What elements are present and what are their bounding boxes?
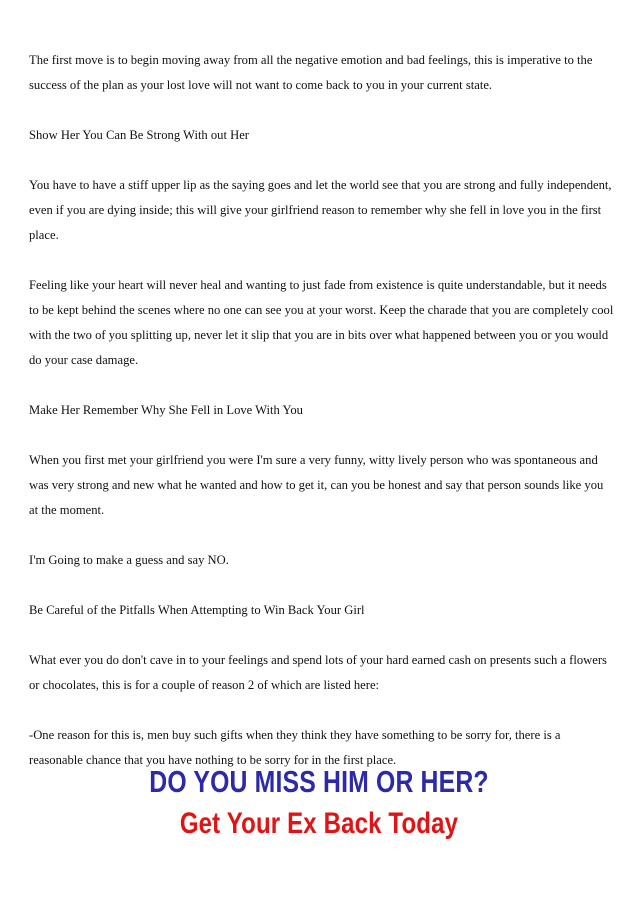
promo-title[interactable]: DO YOU MISS HIM OR HER?: [149, 764, 489, 799]
paragraph-intro: The first move is to begin moving away from all the negative emotion and bad feelings, this is imperative to the success of the plan as your lost love will not want to come back to you in your current state.: [29, 53, 593, 92]
document-body: [29, 48, 614, 798]
paragraph-one-reason: -One reason for this is, men buy such gifts when they think they have something to be sorry for, there is a reasonable chance that you have nothing to be sorry for in the first place.: [29, 728, 561, 767]
paragraph-dont-cave: What ever you do don't cave in to your feelings and spend lots of your hard earned cash on presents such a flowers or chocolates, this is for a couple of reason 2 of which are listed here:: [29, 653, 607, 692]
paragraph-heart-heal: Feeling like your heart will never heal and wanting to just fade from existence is quite understandable, but it needs to be kept behind the scenes where no one can see you at your worst. Keep the charade that you are completely cool with the two of you splitting up, never let it slip that you are in bits over what happened between you or you would do your case damage.: [29, 278, 614, 367]
paragraph-first-met: When you first met your girlfriend you were I'm sure a very funny, witty lively person who was spontaneous and was very strong and new what he wanted and how to get it, can you be honest and say that person sounds like you at the moment.: [29, 453, 604, 517]
paragraph-stiff-upper-lip: You have to have a stiff upper lip as the saying goes and let the world see that you are strong and fully independent, even if you are dying inside; this will give your girlfriend reason to remember why she fell in love you in the first place.: [29, 178, 612, 242]
section-heading-strong: Show Her You Can Be Strong With out Her: [29, 128, 250, 142]
section-heading-remember: Make Her Remember Why She Fell in Love With You: [29, 403, 303, 417]
section-heading-pitfalls: Be Careful of the Pitfalls When Attempting to Win Back Your Girl: [29, 603, 365, 617]
paragraph-guess-no: I'm Going to make a guess and say NO.: [29, 553, 229, 567]
promo-subtitle[interactable]: Get Your Ex Back Today: [179, 807, 459, 840]
